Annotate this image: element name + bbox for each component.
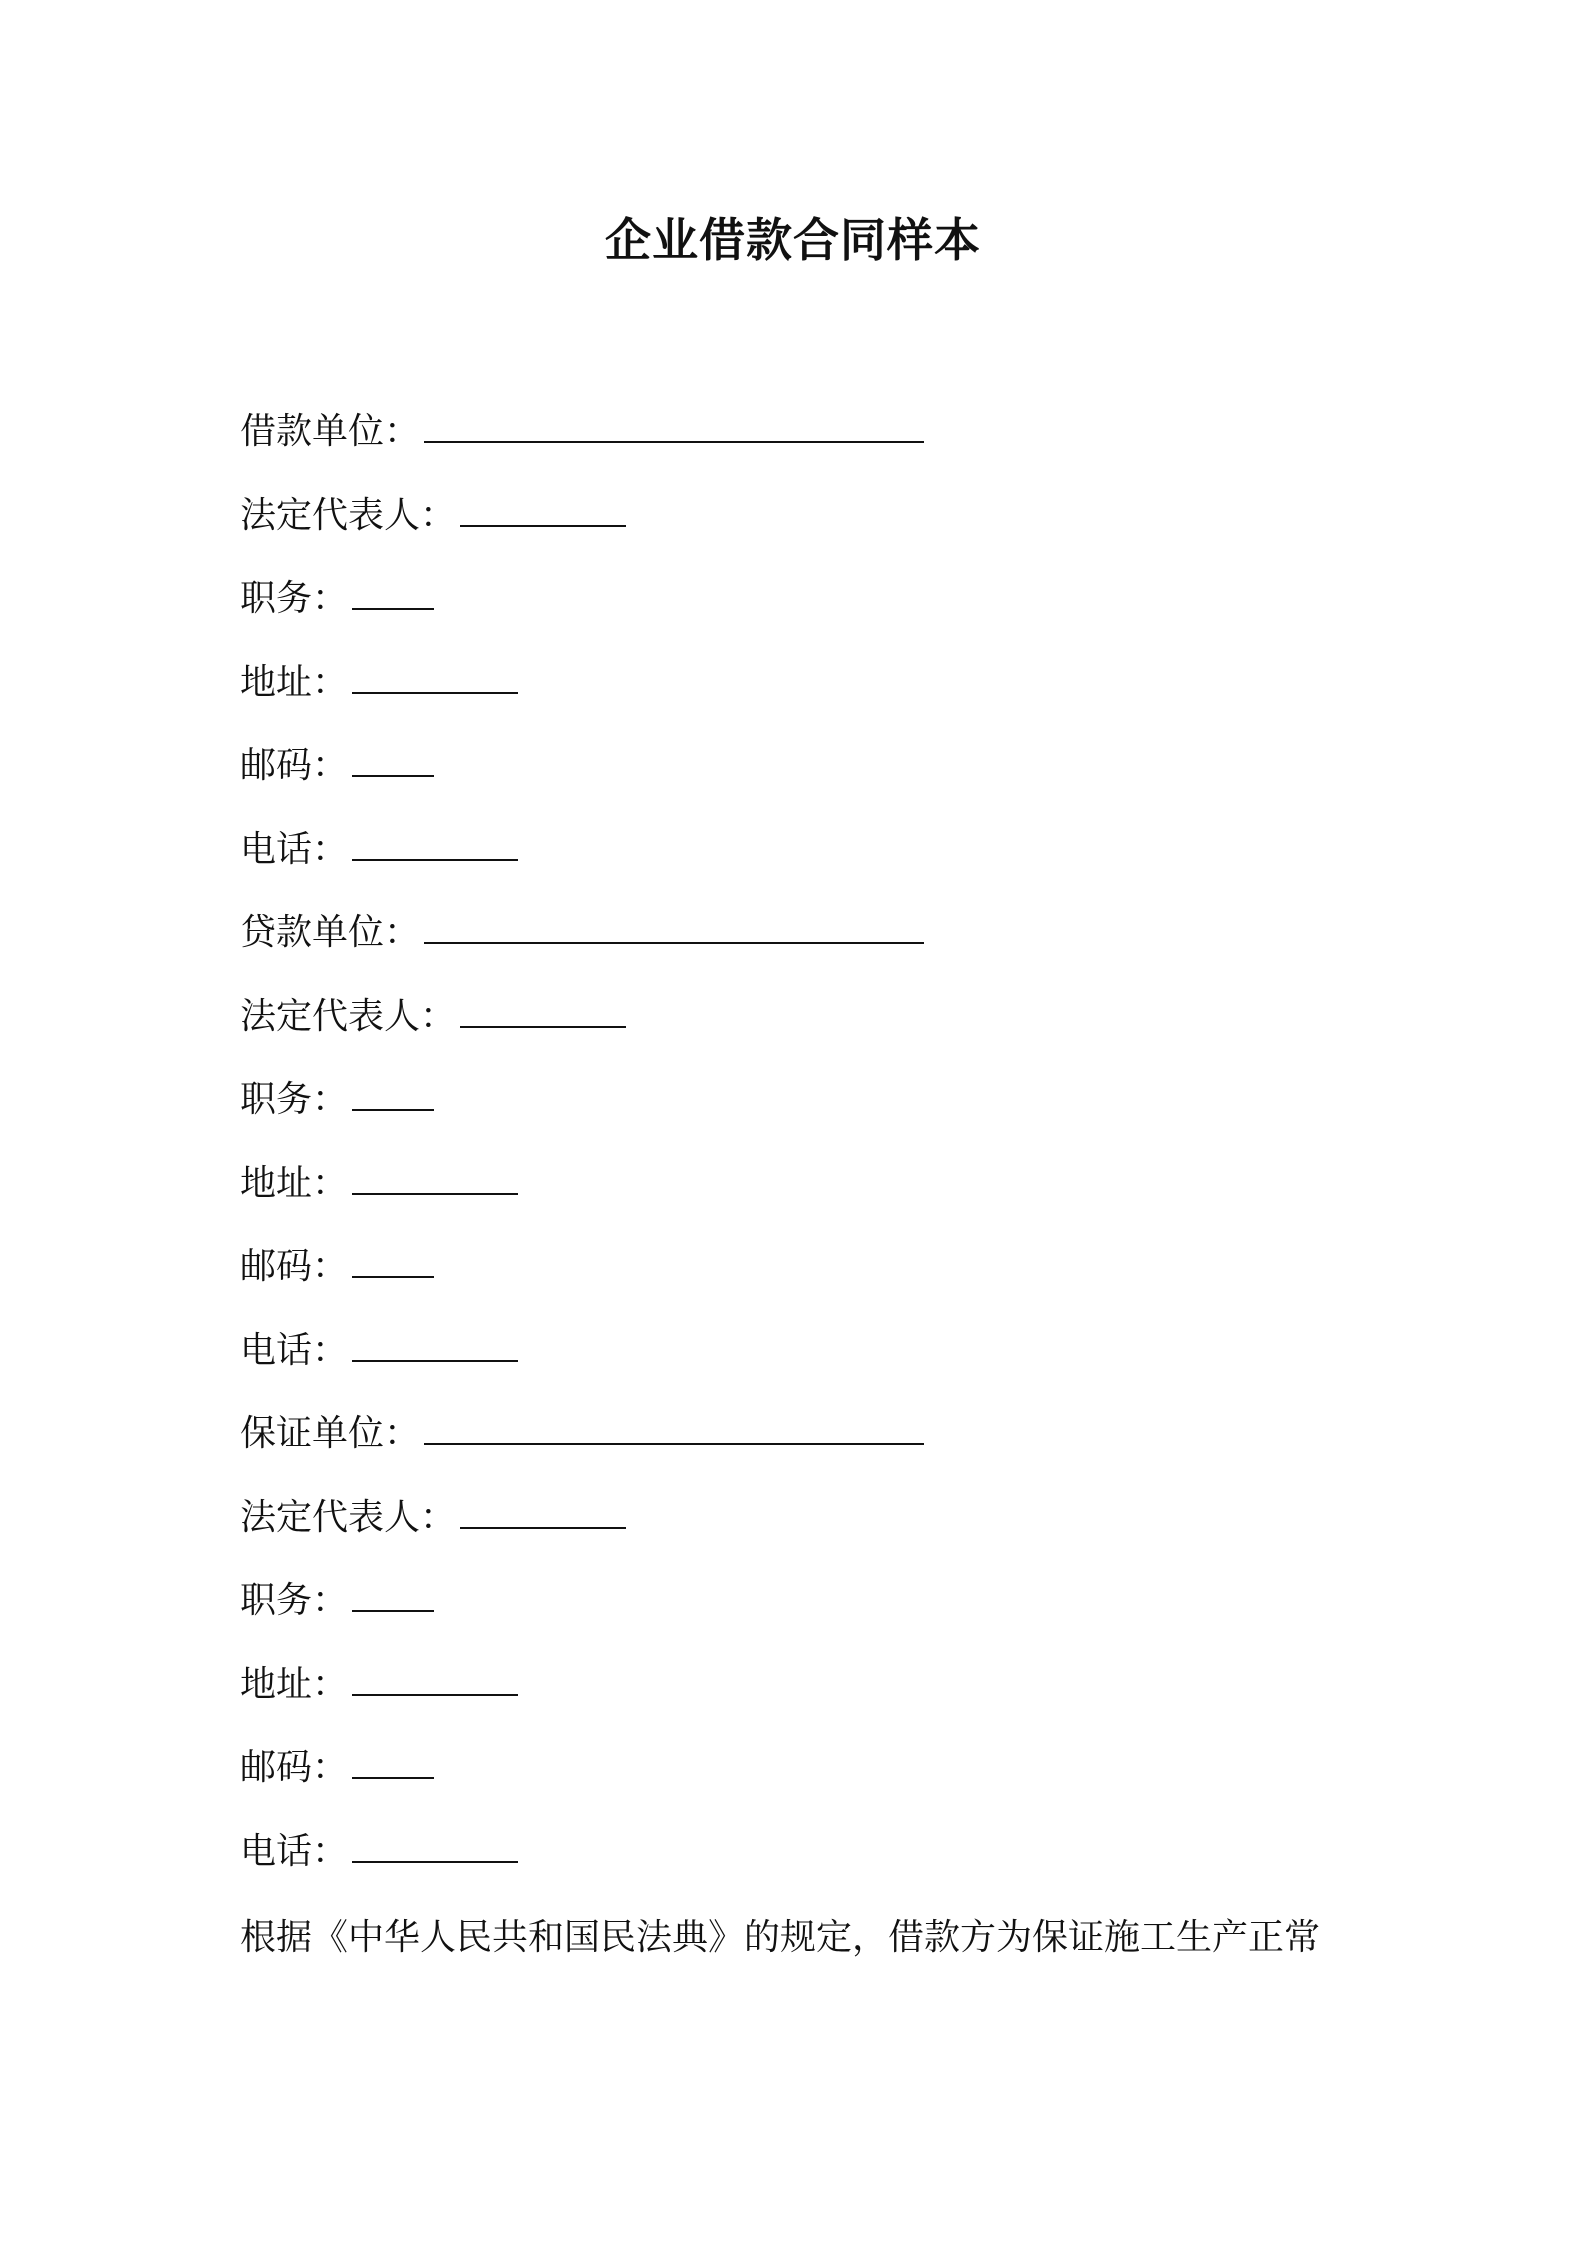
field-guarantor-position <box>240 1573 1400 1657</box>
field-label: 贷款单位： <box>240 912 421 953</box>
field-label: 地址： <box>240 1162 349 1204</box>
field-label: 借款单位： <box>240 411 421 452</box>
field-borrower-unit <box>240 404 1400 488</box>
field-label: 法定代表人： <box>240 1496 457 1538</box>
fill-blank <box>352 1330 518 1362</box>
field-label: 邮码： <box>240 745 349 786</box>
field-label: 保证单位： <box>240 1413 421 1454</box>
field-borrower-position <box>240 571 1400 655</box>
field-borrower-phone <box>240 822 1400 906</box>
field-label: 电话： <box>240 828 349 870</box>
field-label: 职务： <box>240 578 349 619</box>
field-label: 法定代表人： <box>240 995 457 1037</box>
fill-blank <box>352 1246 434 1278</box>
field-label: 地址： <box>240 1663 349 1705</box>
field-lender-phone <box>240 1323 1400 1407</box>
field-label: 电话： <box>240 1329 349 1371</box>
field-label: 职务： <box>240 1079 349 1120</box>
fill-blank <box>460 1497 626 1529</box>
fill-blank <box>424 411 924 443</box>
fill-blank <box>352 1831 518 1863</box>
fill-blank <box>424 1413 924 1445</box>
field-guarantor-phone <box>240 1824 1400 1908</box>
field-lender-address <box>240 1156 1400 1240</box>
field-borrower-legal-rep <box>240 488 1400 572</box>
field-lender-position <box>240 1072 1400 1156</box>
fill-blank <box>352 745 434 777</box>
field-label: 电话： <box>240 1830 349 1872</box>
party-fields <box>240 404 1400 1907</box>
fill-blank <box>352 1079 434 1111</box>
field-guarantor-address <box>240 1657 1400 1741</box>
field-lender-postcode <box>240 1239 1400 1323</box>
field-borrower-postcode <box>240 738 1400 822</box>
field-lender-legal-rep <box>240 989 1400 1073</box>
field-guarantor-legal-rep <box>240 1490 1400 1574</box>
fill-blank <box>352 829 518 861</box>
fill-blank <box>352 1664 518 1696</box>
fill-blank <box>460 495 626 527</box>
fill-blank <box>460 996 626 1028</box>
fill-blank <box>424 912 924 944</box>
contract-intro-paragraph: 根据《中华人民共和国民法典》的规定，借款方为保证施工生产正常 <box>240 1917 1321 1958</box>
field-label: 邮码： <box>240 1246 349 1287</box>
field-guarantor-unit <box>240 1406 1400 1490</box>
field-label: 职务： <box>240 1580 349 1621</box>
fill-blank <box>352 578 434 610</box>
field-label: 邮码： <box>240 1747 349 1788</box>
field-borrower-address <box>240 655 1400 739</box>
field-label: 法定代表人： <box>240 494 457 536</box>
fill-blank <box>352 1747 434 1779</box>
field-lender-unit <box>240 905 1400 989</box>
fill-blank <box>352 1580 434 1612</box>
document-title: 企业借款合同样本 <box>605 213 981 267</box>
fill-blank <box>352 662 518 694</box>
field-label: 地址： <box>240 661 349 703</box>
field-guarantor-postcode <box>240 1740 1400 1824</box>
fill-blank <box>352 1163 518 1195</box>
